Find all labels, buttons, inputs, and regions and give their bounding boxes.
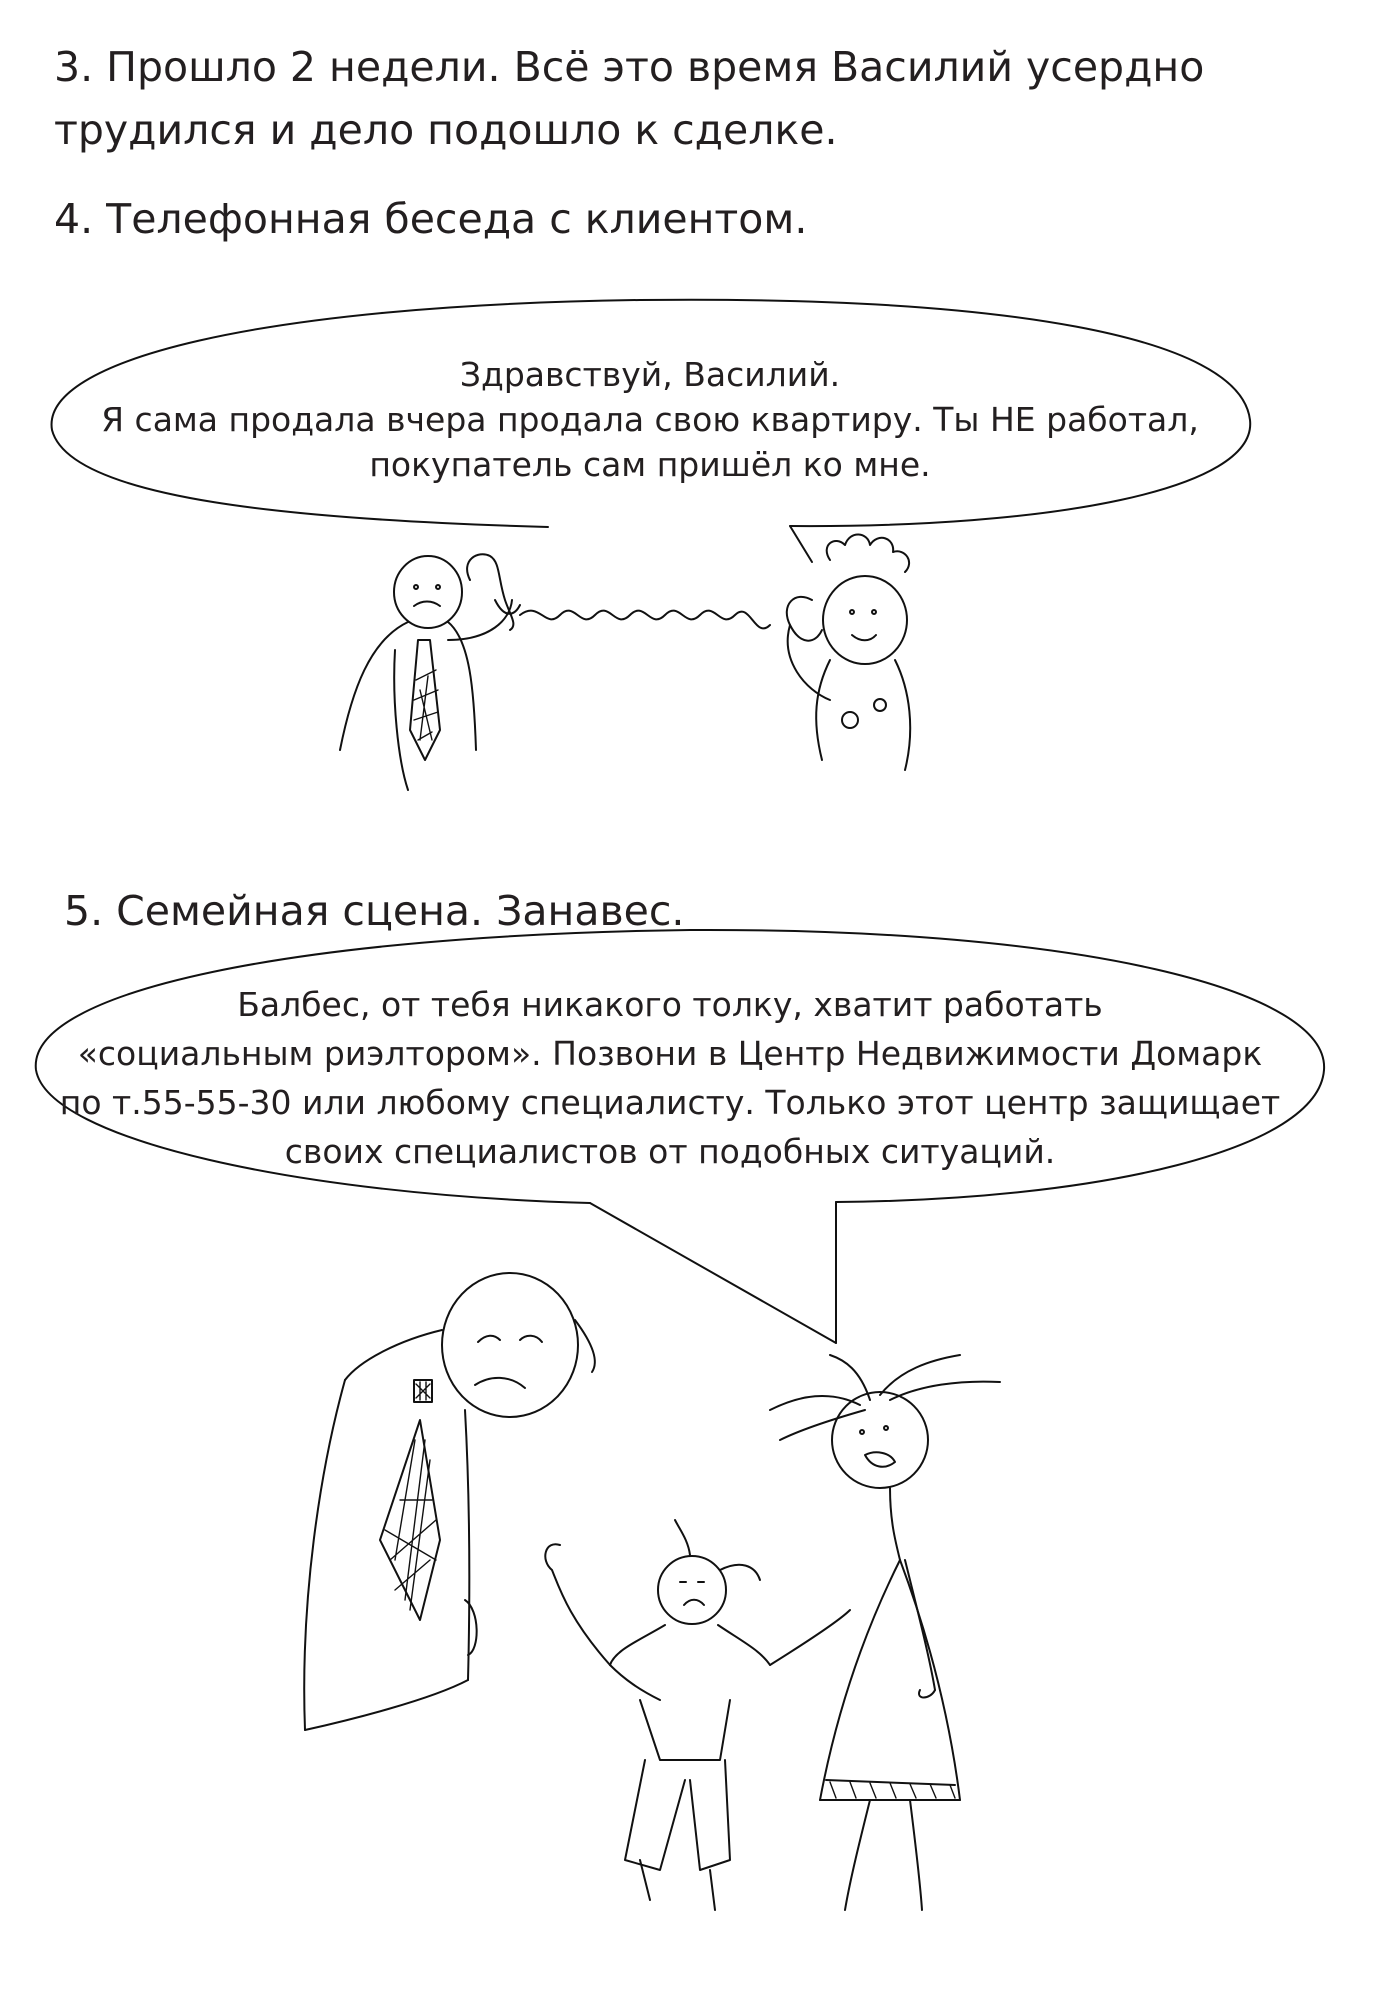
phone-bubble-line: Здравствуй, Василий. bbox=[459, 355, 841, 394]
caption-step-5: 5. Семейная сцена. Занавес. bbox=[64, 887, 685, 935]
child-figure bbox=[545, 1520, 850, 1910]
family-bubble-line: своих специалистов от подобных ситуаций. bbox=[284, 1132, 1056, 1171]
vasily-on-phone-figure bbox=[340, 554, 770, 790]
vasily-tall-figure bbox=[304, 1273, 595, 1730]
phone-bubble-text bbox=[60, 352, 1240, 487]
family-bubble-text bbox=[50, 980, 1290, 1176]
family-bubble-line: по т.55-55-30 или любому специалисту. Только этот центр защищает bbox=[59, 1083, 1281, 1122]
phone-bubble-line: Я сама продала вчера продала свою квартиру. Ты НЕ работал, bbox=[101, 400, 1199, 439]
family-bubble-line: Балбес, от тебя никакого толку, хватит работать bbox=[237, 985, 1103, 1024]
caption-step-4: 4. Телефонная беседа с клиентом. bbox=[54, 195, 808, 243]
wife-figure bbox=[770, 1355, 1000, 1910]
phone-bubble-line: покупатель сам пришёл ко мне. bbox=[369, 445, 931, 484]
family-bubble-line: «социальным риэлтором». Позвони в Центр Недвижимости Домарк bbox=[77, 1034, 1263, 1073]
caption-step-3: 3. Прошло 2 недели. Всё это время Василий усердно трудился и дело подошло к сделке. bbox=[54, 43, 1205, 154]
client-woman-on-phone-figure bbox=[787, 534, 910, 770]
